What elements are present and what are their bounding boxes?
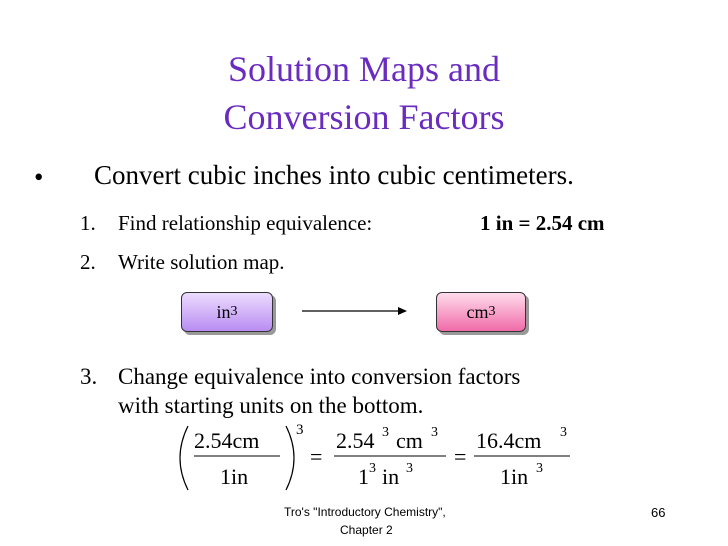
footer-citation-line-1: Tro's "Introductory Chemistry", — [284, 505, 446, 519]
step-1-equivalence: 1 in = 2.54 cm — [480, 211, 605, 235]
factor-2-numerator-exponent: 3 — [382, 425, 389, 440]
step-3-text-line-1: Change equivalence into conversion factors — [118, 364, 521, 389]
page-number: 66 — [651, 505, 666, 520]
factor-1-denominator: 1in — [220, 464, 249, 489]
factor-2-denominator-unit-exponent: 3 — [406, 461, 413, 476]
slide-title-line-2: Conversion Factors — [223, 97, 505, 137]
bullet-icon: • — [34, 162, 44, 192]
factor-2-denominator: 1 — [358, 464, 369, 489]
conversion-factor-equation — [170, 418, 590, 498]
factor-2-numerator: 2.54 — [336, 428, 375, 453]
footer-citation-line-2: Chapter 2 — [340, 523, 393, 537]
step-3-text-line-2: with starting units on the bottom. — [118, 393, 424, 418]
start-unit-exponent: 3 — [230, 304, 238, 319]
factor-2-denominator-exponent: 3 — [369, 461, 376, 476]
slide-title-line-1: Solution Maps and — [227, 49, 500, 89]
equals-sign-1: = — [310, 444, 323, 469]
end-unit: cm — [466, 301, 489, 322]
factor-2-denominator-unit: in — [382, 464, 400, 489]
solution-map-start-box — [181, 292, 273, 332]
factor-2-numerator-unit: cm — [396, 428, 423, 453]
factor-3-numerator-exponent: 3 — [560, 425, 567, 440]
left-paren-icon — [180, 426, 188, 490]
factor-2-numerator-unit-exponent: 3 — [431, 425, 438, 440]
factor-1-exponent: 3 — [296, 422, 304, 438]
factor-1-numerator: 2.54cm — [194, 428, 260, 453]
bullet-text: Convert cubic inches into cubic centimeters. — [94, 160, 574, 190]
solution-map-arrow — [300, 300, 410, 322]
factor-3-numerator: 16.4cm — [476, 428, 542, 453]
start-unit: in — [216, 301, 231, 322]
right-paren-icon — [286, 426, 294, 490]
solution-map-end-box — [436, 292, 526, 332]
equals-sign-2: = — [454, 444, 467, 469]
step-1-text: Find relationship equivalence: — [118, 211, 373, 235]
factor-3-denominator-exponent: 3 — [536, 461, 543, 476]
end-unit-exponent: 3 — [488, 304, 496, 319]
step-2-number: 2. — [80, 250, 96, 274]
step-1-number: 1. — [80, 211, 96, 235]
factor-3-denominator: 1in — [500, 464, 529, 489]
step-3-number: 3. — [80, 364, 98, 389]
step-2-text: Write solution map. — [118, 250, 285, 274]
